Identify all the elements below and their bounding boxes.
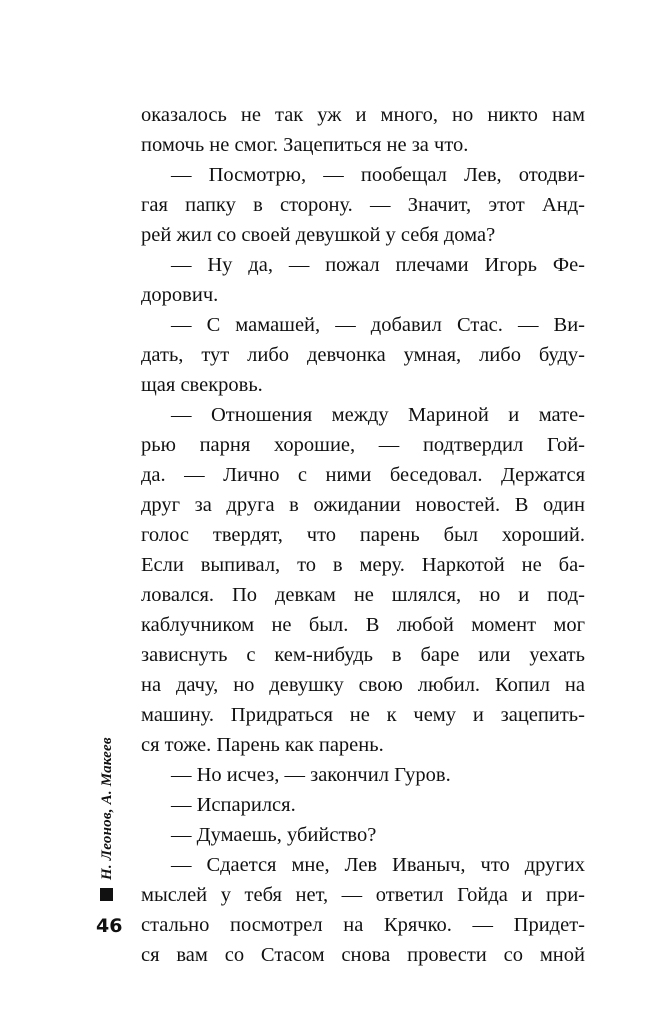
- text-line: — Думаешь, убийство?: [171, 824, 377, 846]
- text-line: оказалось не так уж и много, но никто нам: [141, 104, 585, 126]
- text-line: — С мамашей, — добавил Стас. — Ви-: [171, 314, 585, 336]
- page-number: 46: [96, 915, 123, 937]
- black-square-ornament: [100, 888, 113, 901]
- text-line: — Отношения между Мариной и мате-: [171, 404, 585, 426]
- text-line: мыслей у тебя нет, — ответил Гойда и при-: [141, 884, 585, 906]
- text-line: друг за друга в ожидании новостей. В один: [141, 494, 585, 516]
- text-line: — Сдается мне, Лев Иваныч, что других: [171, 854, 585, 876]
- text-line: ся вам со Стасом снова провести со мной: [141, 944, 585, 966]
- text-line: гая папку в сторону. — Значит, этот Анд-: [141, 194, 585, 216]
- text-line: щая свекровь.: [141, 374, 263, 396]
- text-line: стально посмотрел на Крячко. — Придет-: [141, 914, 585, 936]
- text-line: Если выпивал, то в меру. Наркотой не ба-: [141, 554, 585, 576]
- text-line: рей жил со своей девушкой у себя дома?: [141, 224, 496, 246]
- body-text: [141, 100, 585, 970]
- text-line: ловался. По девкам не шлялся, но и под-: [141, 584, 585, 606]
- text-line: ся тоже. Парень как парень.: [141, 734, 384, 756]
- text-line: помочь не смог. Зацепиться не за что.: [141, 134, 469, 156]
- text-line: дать, тут либо девчонка умная, либо буду-: [141, 344, 585, 366]
- text-line: рью парня хорошие, — подтвердил Гой-: [141, 434, 585, 456]
- text-line: на дачу, но девушку свою любил. Копил на: [141, 674, 585, 696]
- running-author-header: Н. Леонов, А. Макеев: [99, 737, 115, 880]
- text-line: — Ну да, — пожал плечами Игорь Фе-: [171, 254, 585, 276]
- text-line: — Но исчез, — закончил Гуров.: [171, 764, 451, 786]
- text-line: — Посмотрю, — пообещал Лев, отодви-: [171, 164, 585, 186]
- text-line: — Испарился.: [171, 794, 296, 816]
- text-line: дорович.: [141, 284, 219, 306]
- text-line: машину. Придраться не к чему и зацепить-: [141, 704, 585, 726]
- text-line: голос твердят, что парень был хороший.: [141, 524, 585, 546]
- text-line: каблучником не был. В любой момент мог: [141, 614, 585, 636]
- text-line: да. — Лично с ними беседовал. Держатся: [141, 464, 585, 486]
- text-line: зависнуть с кем-нибудь в баре или уехать: [141, 644, 585, 666]
